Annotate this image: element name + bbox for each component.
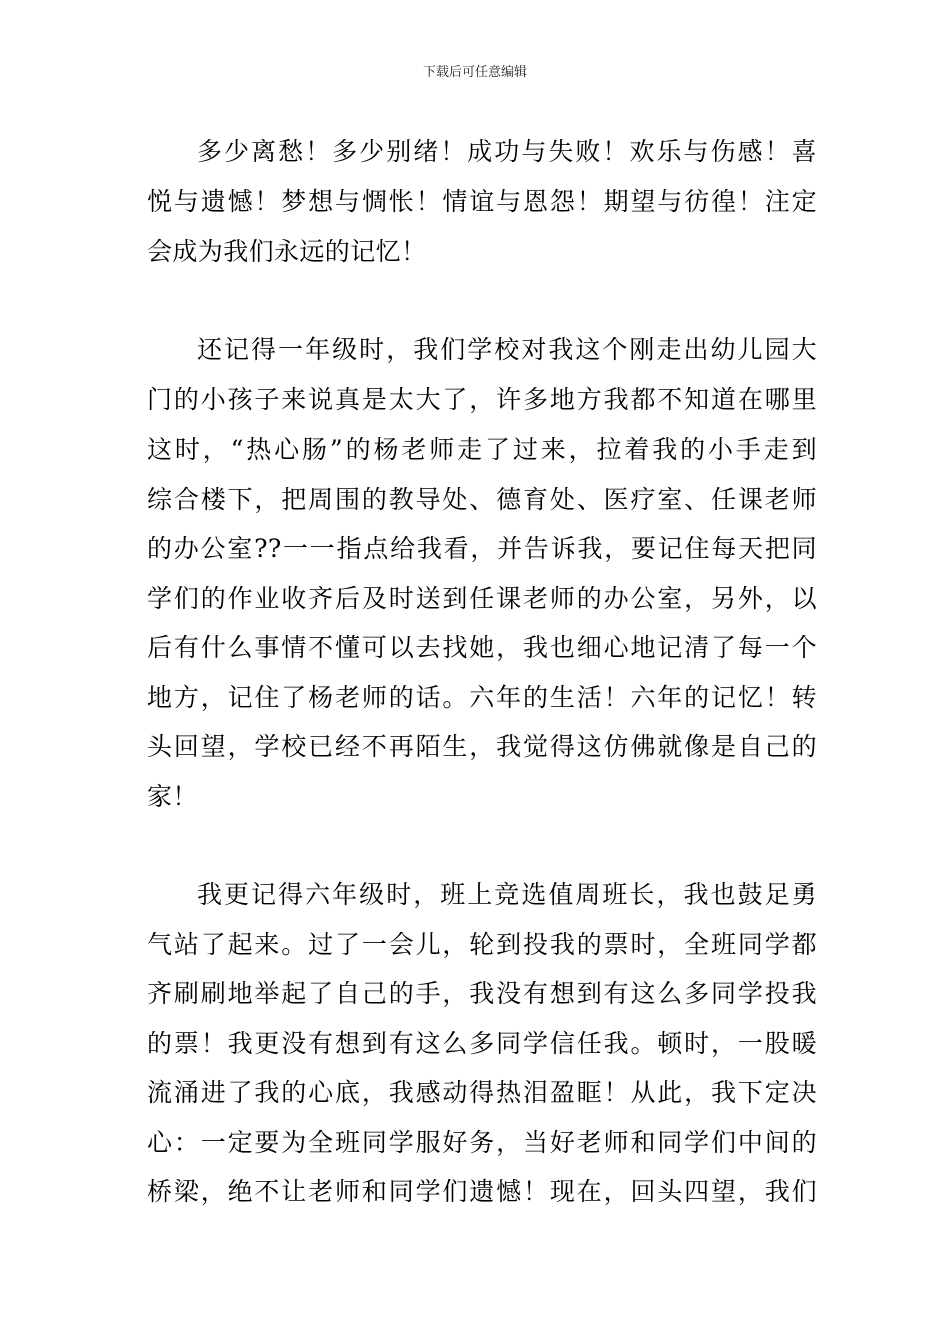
paragraph-1-line-1: 多少离愁！多少别绪！成功与失败！欢乐与伤感！喜: [197, 137, 817, 166]
paragraph-2-line-7: 后有什么事情不懂可以去找她，我也细心地记清了每一个: [147, 633, 817, 662]
paragraph-3-line-6: 心：一定要为全班同学服好务，当好老师和同学们中间的: [147, 1128, 817, 1157]
paragraph-1-line-3: 会成为我们永远的记忆！: [147, 237, 427, 266]
paragraph-3-line-4: 的票！我更没有想到有这么多同学信任我。顿时，一股暖: [147, 1029, 817, 1058]
paragraph-3-line-7: 桥梁，绝不让老师和同学们遗憾！现在，回头四望，我们: [147, 1177, 817, 1206]
paragraph-3-line-3: 齐刷刷地举起了自己的手，我没有想到有这么多同学投我: [147, 979, 817, 1008]
paragraph-2-line-8: 地方，记住了杨老师的话。六年的生活！六年的记忆！转: [147, 683, 817, 712]
paragraph-1-line-2: 悦与遗憾！梦想与惆怅！情谊与恩怨！期望与彷徨！注定: [147, 187, 817, 216]
paragraph-2-line-10: 家！: [147, 782, 198, 811]
paragraph-2-line-5: 的办公室??一一指点给我看，并告诉我，要记住每天把同: [147, 534, 817, 563]
paragraph-3-line-5: 流涌进了我的心底，我感动得热泪盈眶！从此，我下定决: [147, 1078, 817, 1107]
paragraph-2-line-3: 这时，“热心肠”的杨老师走了过来，拉着我的小手走到: [147, 435, 817, 464]
paragraph-2-line-1: 还记得一年级时，我们学校对我这个刚走出幼儿园大: [197, 335, 817, 364]
paragraph-2-line-9: 头回望，学校已经不再陌生，我觉得这仿佛就像是自己的: [147, 732, 817, 761]
paragraph-2-line-2: 门的小孩子来说真是太大了，许多地方我都不知道在哪里: [147, 385, 817, 414]
page-header: 下载后可任意编辑: [422, 65, 527, 80]
paragraph-3-line-2: 气站了起来。过了一会儿，轮到投我的票时，全班同学都: [147, 930, 817, 959]
paragraph-3-line-1: 我更记得六年级时，班上竞选值周班长，我也鼓足勇: [197, 880, 817, 909]
paragraph-2-line-6: 学们的作业收齐后及时送到任课老师的办公室，另外，以: [147, 584, 817, 613]
paragraph-2-line-4: 综合楼下，把周围的教导处、德育处、医疗室、任课老师: [147, 485, 817, 514]
